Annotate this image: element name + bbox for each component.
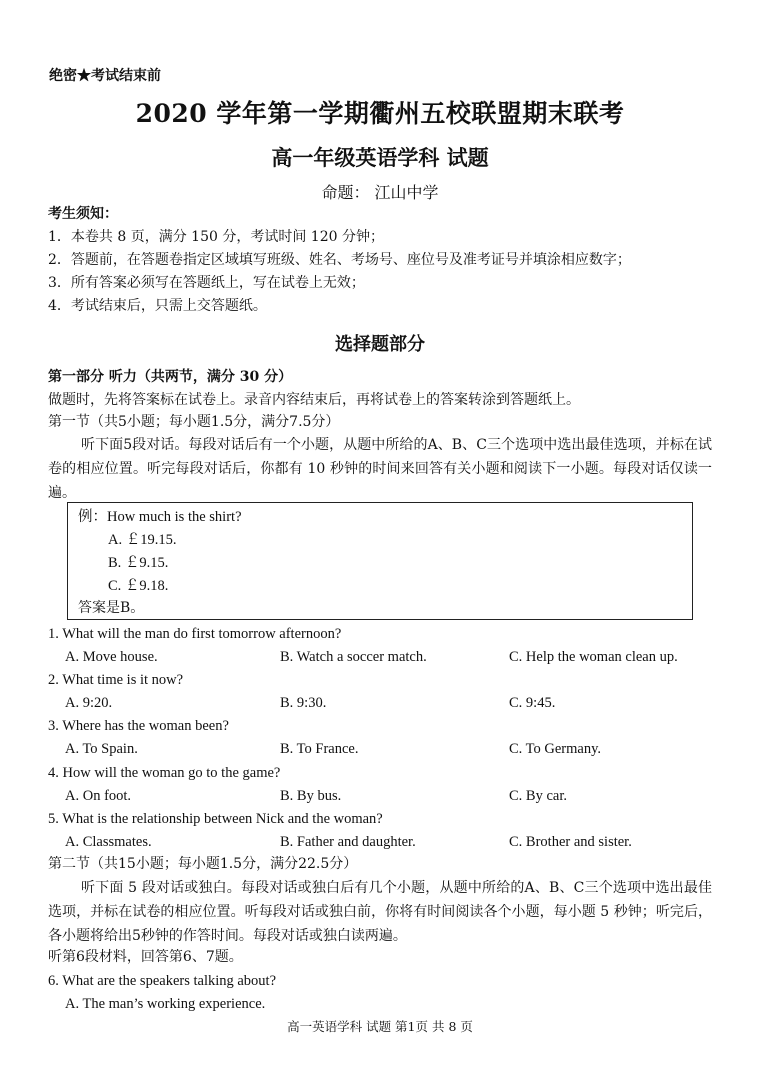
- question-3: 3. Where has the woman been?: [48, 718, 229, 734]
- q2-option-a: A. 9:20.: [65, 695, 113, 711]
- notice-item-4: 4．考试结束后，只需上交答题纸。: [48, 298, 267, 314]
- q5-option-c: C. Brother and sister.: [509, 834, 632, 850]
- part1-instruction: 做题时，先将答案标在试卷上。录音内容结束后，再将试卷上的答案转涂到答题纸上。: [48, 392, 580, 408]
- part1-heading: 第一部分 听力（共两节，满分 30 分）: [48, 369, 293, 385]
- section1-heading: 第一节（共5小题；每小题1.5分，满分7.5分）: [48, 414, 340, 430]
- q3-option-a: A. To Spain.: [65, 741, 138, 757]
- notice-item-2: 2．答题前，在答题卷指定区域填写班级、姓名、考场号、座位号及准考证号并填涂相应数字；: [48, 252, 631, 268]
- section2-heading: 第二节（共15小题；每小题1.5分，满分22.5分）: [48, 856, 358, 872]
- notice-heading: 考生须知：: [48, 206, 118, 222]
- question-5: 5. What is the relationship between Nick and the woman?: [48, 811, 383, 827]
- exam-subtitle: 高一年级英语学科 试题: [271, 145, 489, 170]
- notice-item-1: 1．本卷共 8 页，满分 150 分，考试时间 120 分钟；: [48, 229, 384, 245]
- section2-paragraph: 听下面 5 段对话或独白。每段对话或独白后有几个小题，从题中所给的A、B、C三个选项中选出最佳选项，并标在试卷的相应位置。听每段对话或独白前，你将有时间阅读各个小题，每小题 5 秒钟；听完后，各小题将给出5秒钟的作答时间。每段对话或独白读两遍。: [48, 880, 712, 944]
- q3-option-c: C. To Germany.: [509, 741, 602, 757]
- material-6-label: 听第6段材料，回答第6、7题。: [48, 949, 243, 965]
- section1-paragraph: 听下面5段对话。每段对话后有一个小题，从题中所给的A、B、C三个选项中选出最佳选项，并标在试卷的相应位置。听完每段对话后，你都有 10 秒钟的时间来回答有关小题和阅读下一小题。每段对话仅读一遍。: [48, 437, 712, 501]
- notice-item-3: 3．所有答案必须写在答题纸上，写在试卷上无效；: [48, 275, 365, 291]
- q5-option-b: B. Father and daughter.: [280, 834, 416, 850]
- q4-option-b: B. By bus.: [280, 788, 342, 804]
- q4-option-a: A. On foot.: [65, 788, 132, 804]
- exam-title: 2020 学年第一学期衢州五校联盟期末联考: [135, 99, 625, 128]
- page-footer: 高一英语学科 试题 第1页 共 8 页: [287, 1019, 473, 1034]
- q2-option-b: B. 9:30.: [280, 695, 327, 711]
- q5-option-a: A. Classmates.: [65, 834, 152, 850]
- section-title: 选择题部分: [335, 334, 425, 355]
- example-answer: 答案是B。: [78, 600, 145, 616]
- q1-option-a: A. Move house.: [65, 649, 158, 665]
- question-2: 2. What time is it now?: [48, 672, 184, 688]
- example-question: 例：How much is the shirt?: [78, 509, 242, 525]
- example-option-b: B. ￡9.15.: [108, 555, 169, 571]
- example-option-a: A. ￡19.15.: [108, 532, 177, 548]
- question-1: 1. What will the man do first tomorrow afternoon?: [48, 626, 342, 642]
- exam-author: 命题： 江山中学: [321, 183, 439, 202]
- q4-option-c: C. By car.: [509, 788, 567, 804]
- confidential-label: 绝密★考试结束前: [49, 68, 161, 84]
- q1-option-c: C. Help the woman clean up.: [509, 649, 678, 665]
- example-option-c: C. ￡9.18.: [108, 578, 169, 594]
- q1-option-b: B. Watch a soccer match.: [280, 649, 427, 665]
- question-6: 6. What are the speakers talking about?: [48, 973, 277, 989]
- q6-option-a: A. The man’s working experience.: [65, 996, 266, 1012]
- question-4: 4. How will the woman go to the game?: [48, 765, 281, 781]
- q3-option-b: B. To France.: [280, 741, 359, 757]
- q2-option-c: C. 9:45.: [509, 695, 556, 711]
